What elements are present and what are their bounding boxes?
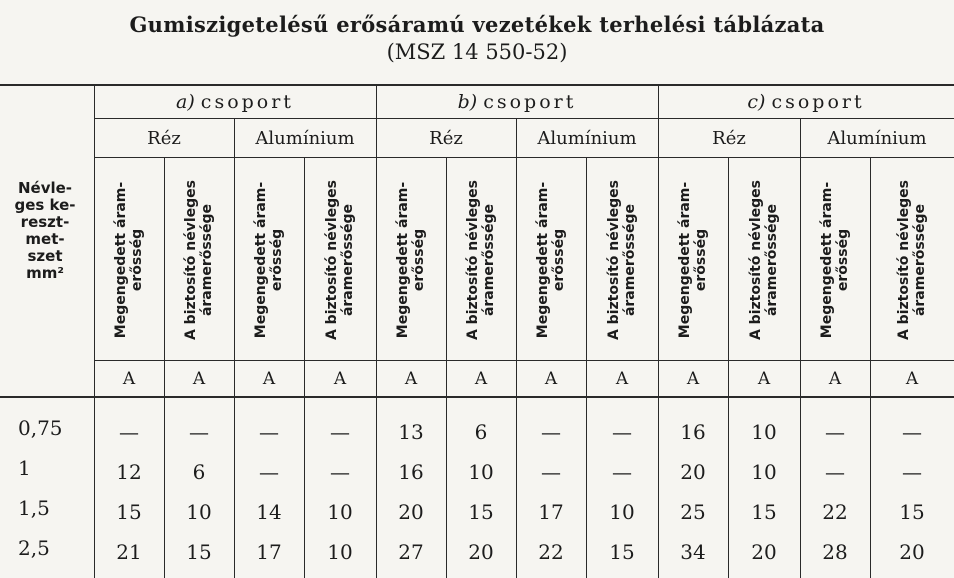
column-label-text (819, 182, 851, 338)
table-cell: 20 (398, 500, 424, 524)
column-label (94, 160, 164, 360)
column-label-line: Megengedett áram- (677, 181, 693, 339)
unit-label: A (905, 368, 919, 389)
table-cell: — (902, 460, 922, 484)
group-letter: b) (457, 91, 478, 113)
page-title: Gumiszigetelésű erősáramú vezetékek terhelési táblázata (129, 12, 825, 37)
column-label-text (896, 180, 928, 340)
column-label-text (465, 180, 497, 340)
column-label-line: A biztosító névleges (606, 179, 622, 341)
table-cell: 10 (186, 500, 212, 524)
unit-label: A (544, 368, 558, 389)
column-label-line: Megengedett áram- (253, 181, 269, 339)
group-word: csoport (483, 91, 577, 113)
column-label-line: Megengedett áram- (395, 181, 411, 339)
table-cell: 6 (192, 460, 206, 484)
table-cell: — (330, 460, 350, 484)
group-letter: a) (176, 91, 195, 113)
table-cell: 20 (751, 540, 777, 564)
column-label-line: erősség (835, 228, 851, 292)
table-cell: 10 (609, 500, 635, 524)
table-cell: 20 (680, 460, 706, 484)
column-label-line: erősség (551, 228, 567, 292)
cross-section-value: 0,75 (18, 416, 63, 440)
cross-section-value: 2,5 (18, 536, 50, 560)
column-label-line: erősség (269, 228, 285, 292)
table-cell: 17 (538, 500, 564, 524)
table-cell: — (825, 460, 845, 484)
table-cell: — (825, 420, 845, 444)
unit-label: A (404, 368, 418, 389)
table-cell: 14 (256, 500, 282, 524)
table-cell: — (612, 460, 632, 484)
table-cell: 27 (398, 540, 424, 564)
column-label-text (535, 182, 567, 338)
table-cell: 25 (680, 500, 706, 524)
unit-label: A (615, 368, 629, 389)
unit-label: A (686, 368, 700, 389)
row-header-line: mm² (26, 264, 64, 282)
column-label-text (677, 182, 709, 338)
table-cell: 15 (609, 540, 635, 564)
row-header-line: Névle- (17, 179, 73, 197)
metal-header: Réz (147, 127, 181, 149)
table-cell: 12 (116, 460, 142, 484)
column-label-line: A biztosító névleges (465, 179, 481, 341)
table-cell: — (612, 420, 632, 444)
table-cell: 15 (899, 500, 925, 524)
column-label-text (253, 182, 285, 338)
cross-section-value: 1,5 (18, 496, 50, 520)
column-label-text (113, 182, 145, 338)
metal-header: Réz (429, 127, 463, 149)
table-cell: 10 (327, 540, 353, 564)
column-label-line: Megengedett áram- (113, 181, 129, 339)
table-cell: 22 (822, 500, 848, 524)
table-cell: — (259, 460, 279, 484)
column-label-line: áramerőssége (622, 203, 638, 317)
metal-header: Alumínium (255, 127, 355, 149)
unit-label: A (757, 368, 771, 389)
column-label-line: Megengedett áram- (819, 181, 835, 339)
row-header-line: reszt- (20, 213, 70, 231)
table-cell: 10 (468, 460, 494, 484)
unit-label: A (474, 368, 488, 389)
metal-header: Réz (712, 127, 746, 149)
column-label-line: erősség (693, 228, 709, 292)
column-label-line: erősség (411, 228, 427, 292)
group-header (658, 86, 954, 118)
column-label-line: A biztosító névleges (183, 179, 199, 341)
header-bottom-rule (0, 396, 954, 398)
column-label-line: A biztosító névleges (748, 179, 764, 341)
column-label-line: áramerőssége (199, 203, 215, 317)
group-header (376, 86, 658, 118)
column-label (800, 160, 870, 360)
column-label-text (183, 180, 215, 340)
table-cell: — (902, 420, 922, 444)
table-cell: 16 (398, 460, 424, 484)
column-label-text (324, 180, 356, 340)
unit-label: A (262, 368, 276, 389)
unit-label: A (828, 368, 842, 389)
column-label-line: A biztosító névleges (896, 179, 912, 341)
table-cell: — (541, 420, 561, 444)
column-label (376, 160, 446, 360)
table-cell: 15 (116, 500, 142, 524)
metal-header: Alumínium (537, 127, 637, 149)
column-label-text (748, 180, 780, 340)
column-label-line: A biztosító névleges (324, 179, 340, 341)
column-label (516, 160, 586, 360)
table-cell: 10 (751, 460, 777, 484)
column-label (446, 160, 516, 360)
table-cell: 22 (538, 540, 564, 564)
column-label-line: áramerőssége (912, 203, 928, 317)
table-cell: — (259, 420, 279, 444)
table-cell: 20 (468, 540, 494, 564)
table-cell: 20 (899, 540, 925, 564)
group-letter: c) (747, 91, 766, 113)
table-cell: 17 (256, 540, 282, 564)
column-label (658, 160, 728, 360)
table-cell: — (330, 420, 350, 444)
table-cell: — (541, 460, 561, 484)
column-label-text (606, 180, 638, 340)
table-cell: — (189, 420, 209, 444)
column-label-line: áramerőssége (340, 203, 356, 317)
table-cell: 6 (474, 420, 488, 444)
metal-header: Alumínium (827, 127, 927, 149)
group-word: csoport (200, 91, 294, 113)
row-header-line: szet (27, 247, 63, 265)
table-cell: 28 (822, 540, 848, 564)
page-subtitle: (MSZ 14 550-52) (386, 40, 568, 64)
table-cell: 10 (327, 500, 353, 524)
table-cell: 13 (398, 420, 424, 444)
table-cell: 16 (680, 420, 706, 444)
column-label (870, 160, 954, 360)
group-word: csoport (771, 91, 865, 113)
row-header (6, 180, 84, 282)
unit-label: A (122, 368, 136, 389)
column-label (728, 160, 800, 360)
group-header (94, 86, 376, 118)
table-cell: — (119, 420, 139, 444)
column-label (304, 160, 376, 360)
column-label-text (395, 182, 427, 338)
column-label (586, 160, 658, 360)
column-label-line: áramerőssége (481, 203, 497, 317)
table-cell: 21 (116, 540, 142, 564)
row-header-line: met- (25, 230, 65, 248)
column-label-line: áramerőssége (764, 203, 780, 317)
row-header-line: ges ke- (14, 196, 76, 214)
table-cell: 15 (751, 500, 777, 524)
unit-label: A (192, 368, 206, 389)
table-cell: 15 (468, 500, 494, 524)
table-cell: 15 (186, 540, 212, 564)
cross-section-value: 1 (18, 456, 31, 480)
column-label (234, 160, 304, 360)
column-label (164, 160, 234, 360)
column-label-line: erősség (129, 228, 145, 292)
table-cell: 10 (751, 420, 777, 444)
metal-rule (94, 157, 954, 158)
column-label-line: Megengedett áram- (535, 181, 551, 339)
unit-label: A (333, 368, 347, 389)
table-cell: 34 (680, 540, 706, 564)
